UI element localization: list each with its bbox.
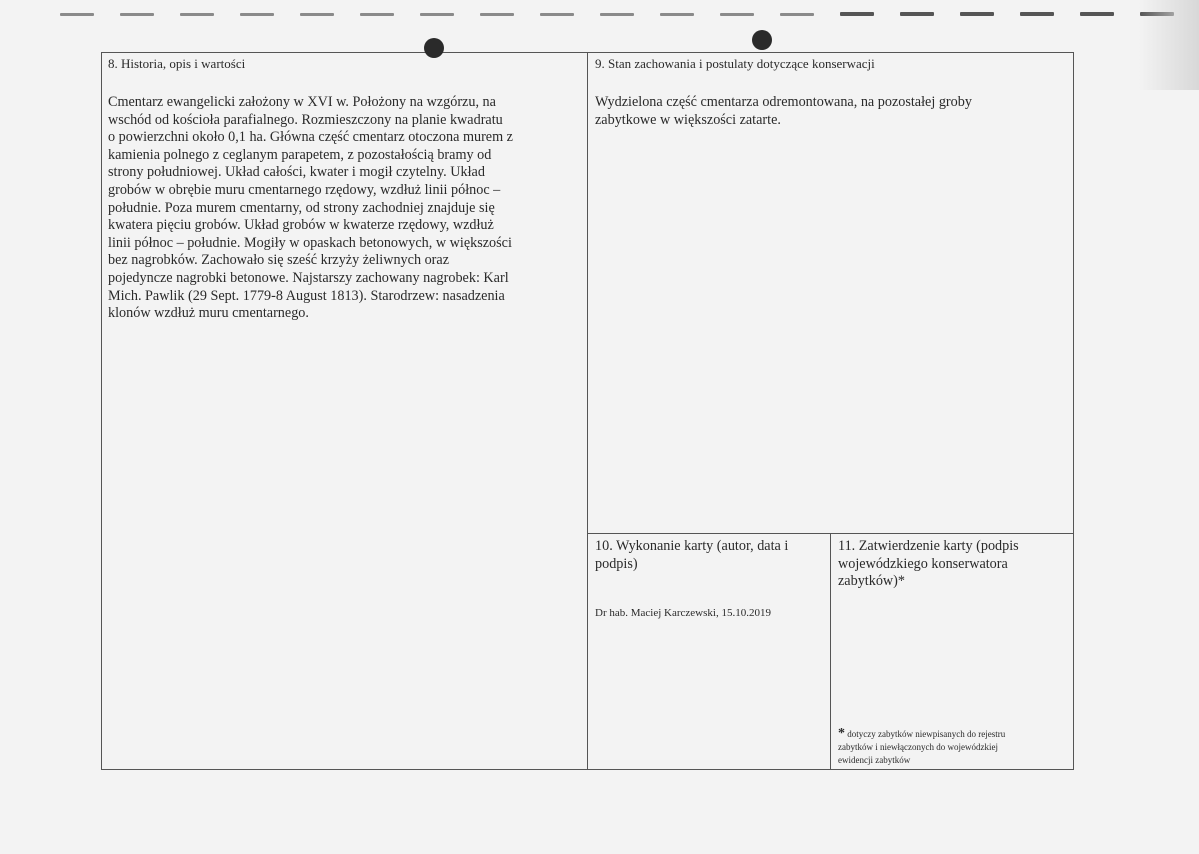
title-line: 11. Zatwierdzenie karty (podpis bbox=[838, 538, 1019, 554]
scan-edge-dashes bbox=[60, 11, 1180, 17]
title-line: 10. Wykonanie karty (autor, data i bbox=[595, 538, 789, 554]
text-line: bez nagrobków. Zachowało się sześć krzyży żeliwnych oraz bbox=[108, 252, 450, 269]
text-line: południe. Poza murem cmentarny, od strony zachodniej znajduje się bbox=[108, 199, 495, 216]
text-line: Wydzielona część cmentarza odremontowana, na pozostałej groby bbox=[595, 94, 972, 110]
punch-hole-right bbox=[752, 30, 772, 50]
footnote-line-1 bbox=[838, 727, 1070, 741]
footnote-line-2: zabytków i niewłączonych do wojewódzkiej bbox=[838, 742, 998, 752]
text-line: kwatera pięciu grobów. Układ grobów w kwaterze rzędowy, wzdłuż bbox=[108, 217, 494, 234]
title-line: wojewódzkiego konserwatora bbox=[838, 555, 1008, 572]
section-9-text bbox=[595, 94, 1065, 129]
footnote-line-3: ewidencji zabytków bbox=[838, 755, 911, 765]
text-line: grobów w obrębie muru cmentarnego rzędowy, wzdłuż linii północ – bbox=[108, 181, 501, 198]
footnote bbox=[838, 727, 1070, 767]
text-line: kamienia polnego z ceglanym parapetem, z pozostałością bramy od bbox=[108, 146, 492, 163]
section-8-title: 8. Historia, opis i wartości bbox=[108, 56, 246, 71]
text-line: zabytkowe w większości zatarte. bbox=[595, 111, 781, 128]
title-line: zabytków)* bbox=[838, 573, 905, 590]
sub-column-divider bbox=[830, 533, 831, 770]
punch-hole-left bbox=[424, 38, 444, 58]
text-line: wschód od kościoła parafialnego. Rozmieszczony na planie kwadratu bbox=[108, 111, 503, 128]
section-9-title: 9. Stan zachowania i postulaty dotyczące konserwacji bbox=[595, 56, 875, 71]
section-10-title bbox=[595, 538, 825, 573]
text-line: strony południowej. Układ całości, kwater i mogił czytelny. Układ bbox=[108, 164, 485, 181]
section-8-text bbox=[108, 94, 583, 323]
section-11-title bbox=[838, 538, 1070, 591]
footnote-text: dotyczy zabytków niewpisanych do rejestru bbox=[847, 729, 1006, 739]
author-signature-line: Dr hab. Maciej Karczewski, 15.10.2019 bbox=[595, 607, 771, 619]
column-divider bbox=[587, 52, 588, 770]
footnote-star: * bbox=[838, 726, 845, 741]
text-line: o powierzchni około 0,1 ha. Główna część cmentarz otoczona murem z bbox=[108, 129, 513, 146]
text-line: Mich. Pawlik (29 Sept. 1779-8 August 1813). Starodrzew: nasadzenia bbox=[108, 287, 505, 304]
text-line: linii północ – południe. Mogiły w opaskach betonowych, w większości bbox=[108, 234, 512, 251]
text-line: klonów wzdłuż muru cmentarnego. bbox=[108, 305, 309, 322]
title-line: podpis) bbox=[595, 555, 638, 572]
text-line: pojedyncze nagrobki betonowe. Najstarszy zachowany nagrobek: Karl bbox=[108, 269, 509, 286]
scan-shadow bbox=[1139, 0, 1199, 90]
text-line: Cmentarz ewangelicki założony w XVI w. Położony na wzgórzu, na bbox=[108, 94, 496, 110]
